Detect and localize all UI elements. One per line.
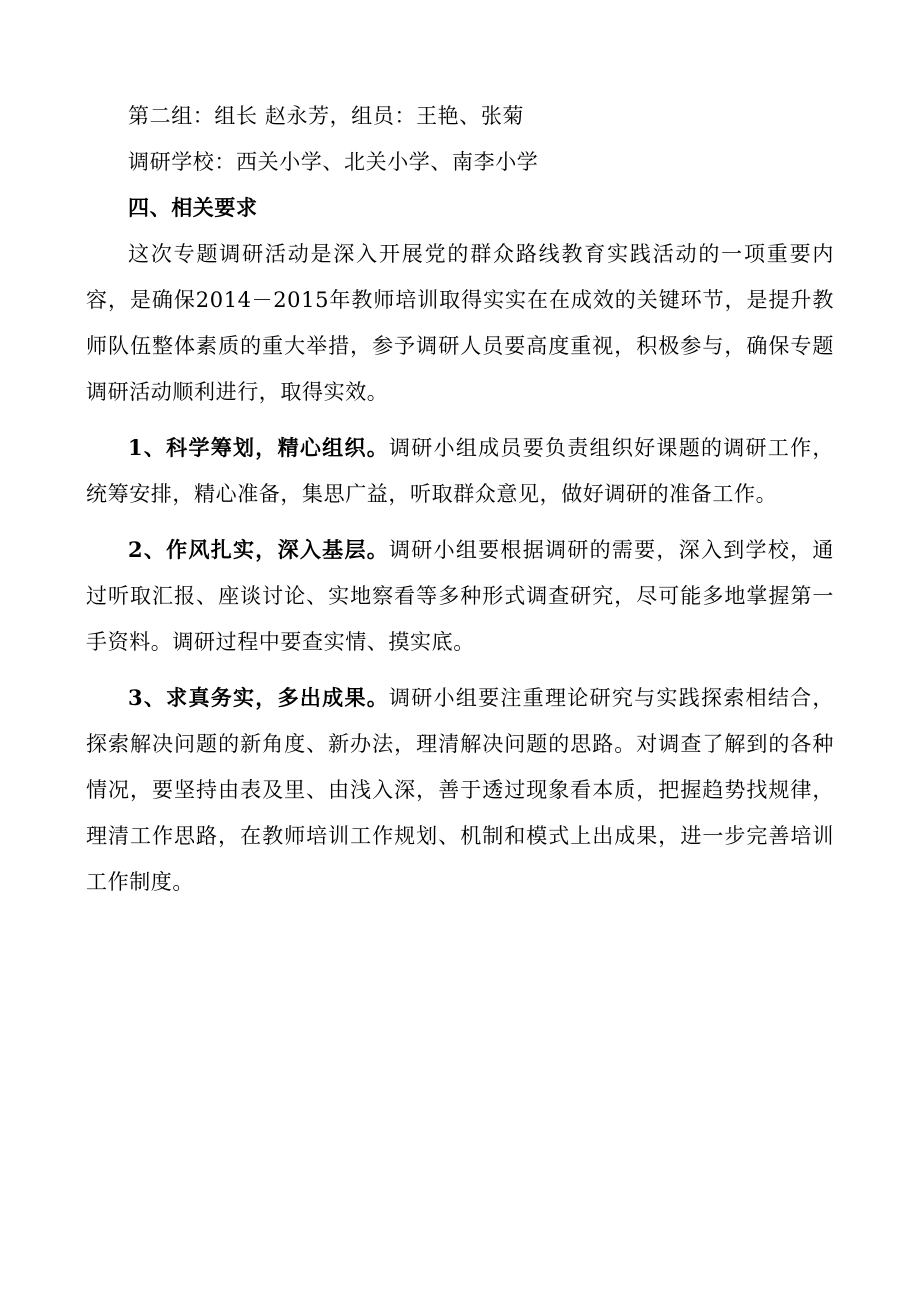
group2-line: 第二组：组长 赵永芳，组员：王艳、张菊 (128, 104, 525, 128)
spacer (86, 665, 834, 675)
requirement-3-title: 3、求真务实，多出成果。 (128, 685, 390, 710)
section-heading: 四、相关要求 (128, 195, 258, 220)
requirement-1-title: 1、科学筹划，精心组织。 (128, 435, 390, 460)
spacer (86, 517, 834, 527)
document-body (86, 93, 834, 905)
requirement-3 (86, 675, 834, 905)
requirement-3-body: 调研小组要注重理论研究与实践探索相结合，探索解决问题的新角度、新办法，理清解决问题的思路。对调查了解到的各种情况，要坚持由表及里、由浅入深，善于透过现象看本质，把握趋势找规律，理清工作思路，在教师培训工作规划、机制和模式上出成果，进一步完善培训工作制度。 (86, 686, 834, 894)
requirement-1-body: 调研小组成员要负责组织好课题的调研工作，统筹安排，精心准备，集思广益，听取群众意见，做好调研的准备工作。 (86, 436, 834, 506)
spacer (86, 415, 834, 425)
requirement-2 (86, 527, 834, 665)
requirement-2-title: 2、作风扎实，深入基层。 (128, 537, 390, 562)
intro-paragraph: 这次专题调研活动是深入开展党的群众路线教育实践活动的一项重要内容，是确保2014－2015年教师培训取得实实在在成效的关键环节，是提升教师队伍整体素质的重大举措，参予调研人员要高度重视，积极参与，确保专题调研活动顺利进行，取得实效。 (86, 242, 834, 404)
requirement-2-body: 调研小组要根据调研的需要，深入到学校，通过听取汇报、座谈讨论、实地察看等多种形式调查研究，尽可能多地掌握第一手资料。调研过程中要查实情、摸实底。 (86, 538, 834, 654)
schools-line: 调研学校：西关小学、北关小学、南李小学 (128, 150, 539, 174)
requirement-1 (86, 425, 834, 517)
